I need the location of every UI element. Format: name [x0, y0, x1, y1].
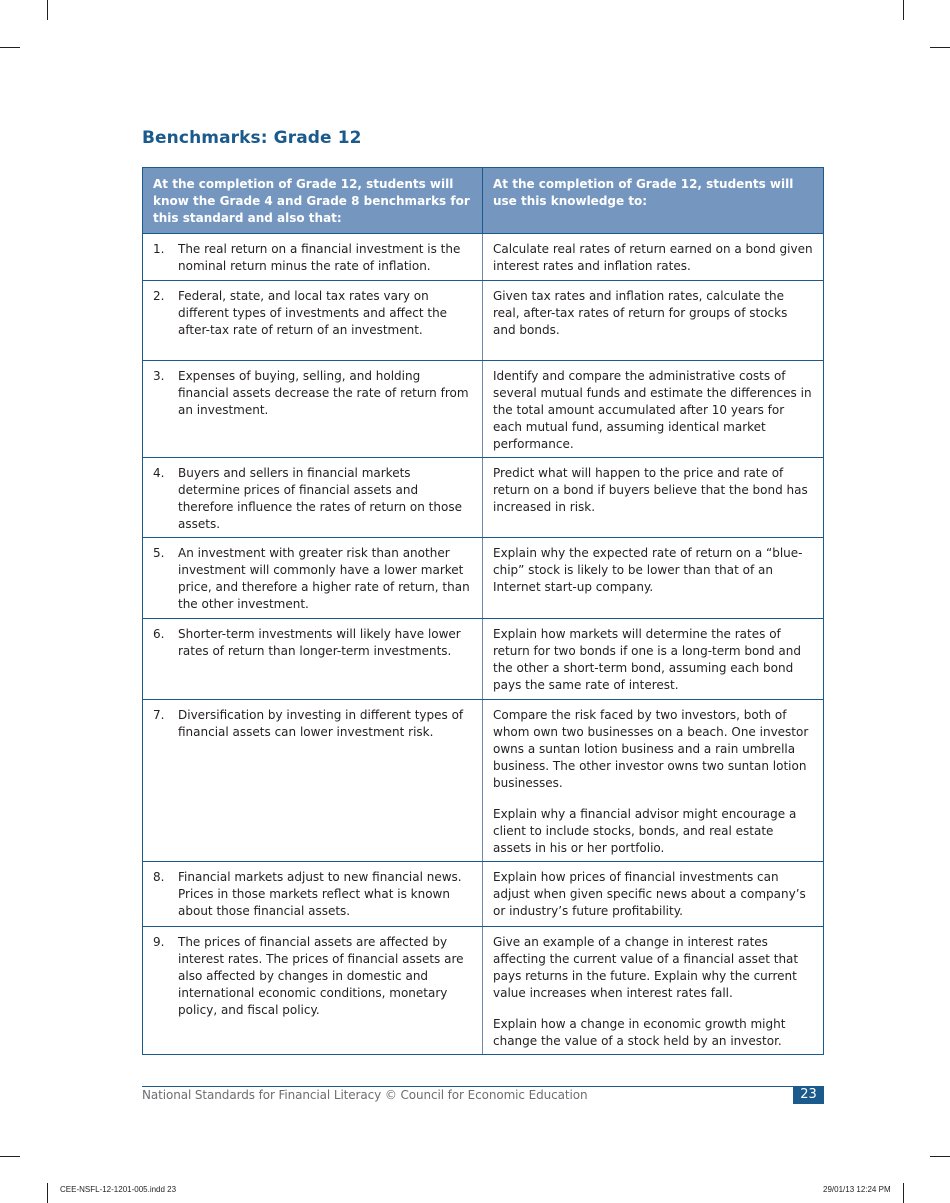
application-cell [483, 458, 824, 538]
crop-mark [903, 1183, 904, 1203]
application-text: Explain how prices of financial investments can adjust when given specific news about a company’s or industry’s future profitability. [493, 870, 806, 918]
knowledge-cell [143, 234, 483, 281]
application-text: Give an example of a change in interest rates affecting the current value of a financial asset that pays returns in the future. Explain why the current value increases when interest rates fall. [493, 935, 799, 1000]
benchmarks-table [142, 167, 824, 1055]
knowledge-cell [143, 700, 483, 862]
table-row [143, 619, 824, 700]
knowledge-cell [143, 281, 483, 361]
crop-mark [930, 47, 950, 48]
application-cell [483, 862, 824, 927]
crop-mark [903, 0, 904, 20]
application-cell [483, 927, 824, 1055]
application-text: Calculate real rates of return earned on a bond given interest rates and inflation rates. [493, 242, 813, 273]
application-text: Explain how markets will determine the rates of return for two bonds if one is a long-term bond and the other a short-term bond, assuming each bond pays the same rate of interest. [493, 627, 801, 692]
knowledge-text: Financial markets adjust to new financial news. Prices in those markets reflect what is known about those financial assets. [178, 870, 462, 918]
table-row [143, 862, 824, 927]
item-number: 3. [153, 369, 165, 383]
application-text: Predict what will happen to the price and rate of return on a bond if buyers believe that the bond has increased in risk. [493, 466, 808, 514]
slug-date: 29/01/13 12:24 PM [823, 1185, 891, 1194]
item-number: 7. [153, 708, 165, 722]
header-use: At the completion of Grade 12, students will use this knowledge to: [483, 168, 824, 234]
application-cell [483, 234, 824, 281]
crop-mark [47, 0, 48, 20]
footer-text: National Standards for Financial Literacy © Council for Economic Education [142, 1088, 588, 1102]
application-cell [483, 619, 824, 700]
knowledge-text: Buyers and sellers in financial markets determine prices of financial assets and therefore influence the rates of return on those assets. [178, 466, 462, 531]
knowledge-text: The real return on a financial investment is the nominal return minus the rate of inflation. [178, 242, 461, 273]
table-row [143, 234, 824, 281]
application-text: Explain how a change in economic growth might change the value of a stock held by an investor. [493, 1017, 786, 1048]
application-cell [483, 361, 824, 458]
table-row [143, 538, 824, 619]
knowledge-text: The prices of financial assets are affected by interest rates. The prices of financial assets are also affected by changes in domestic and international economic conditions, monetary policy, and fiscal policy. [178, 935, 464, 1017]
application-cell [483, 700, 824, 862]
application-cell [483, 281, 824, 361]
page-title: Benchmarks: Grade 12 [142, 128, 362, 148]
knowledge-cell [143, 538, 483, 619]
item-number: 5. [153, 546, 165, 560]
slug-file: CEE-NSFL-12-1201-005.indd 23 [60, 1185, 177, 1194]
item-number: 2. [153, 289, 165, 303]
crop-mark [47, 1183, 48, 1203]
knowledge-cell [143, 927, 483, 1055]
crop-mark [930, 1156, 950, 1157]
knowledge-cell [143, 862, 483, 927]
table-row [143, 458, 824, 538]
header-know: At the completion of Grade 12, students will know the Grade 4 and Grade 8 benchmarks for this standard and also that: [143, 168, 483, 234]
item-number: 6. [153, 627, 165, 641]
knowledge-text: Expenses of buying, selling, and holding financial assets decrease the rate of return from an investment. [178, 369, 469, 417]
application-text: Explain why a financial advisor might encourage a client to include stocks, bonds, and real estate assets in his or her portfolio. [493, 807, 797, 855]
crop-mark [0, 47, 20, 48]
table-row [143, 927, 824, 1055]
knowledge-text: An investment with greater risk than another investment will commonly have a lower market price, and therefore a higher rate of return, than the other investment. [178, 546, 470, 611]
knowledge-cell [143, 619, 483, 700]
knowledge-text: Federal, state, and local tax rates vary on different types of investments and affect the after-tax rate of return of an investment. [178, 289, 448, 337]
application-text: Explain why the expected rate of return on a “blue-chip” stock is likely to be lower than that of an Internet start-up company. [493, 546, 803, 594]
knowledge-text: Diversification by investing in different types of financial assets can lower investment risk. [178, 708, 464, 739]
page-footer [142, 1086, 824, 1105]
application-text: Given tax rates and inflation rates, calculate the real, after-tax rates of return for groups of stocks and bonds. [493, 289, 788, 337]
table-row [143, 281, 824, 361]
table-row [143, 700, 824, 862]
application-text: Identify and compare the administrative costs of several mutual funds and estimate the differences in the total amount accumulated after 10 years for each mutual fund, assuming identical market performance. [493, 369, 812, 451]
knowledge-cell [143, 458, 483, 538]
item-number: 4. [153, 466, 165, 480]
application-text: Compare the risk faced by two investors, both of whom own two businesses on a beach. One investor owns a suntan lotion business and a rain umbrella business. The other investor owns two suntan lotion businesses. [493, 708, 809, 790]
knowledge-cell [143, 361, 483, 458]
application-cell [483, 538, 824, 619]
page-number: 23 [793, 1086, 824, 1104]
item-number: 8. [153, 870, 165, 884]
table-row [143, 361, 824, 458]
item-number: 9. [153, 935, 165, 949]
item-number: 1. [153, 242, 165, 256]
knowledge-text: Shorter-term investments will likely have lower rates of return than longer-term investments. [178, 627, 461, 658]
crop-mark [0, 1156, 20, 1157]
table-header-row [143, 168, 824, 234]
